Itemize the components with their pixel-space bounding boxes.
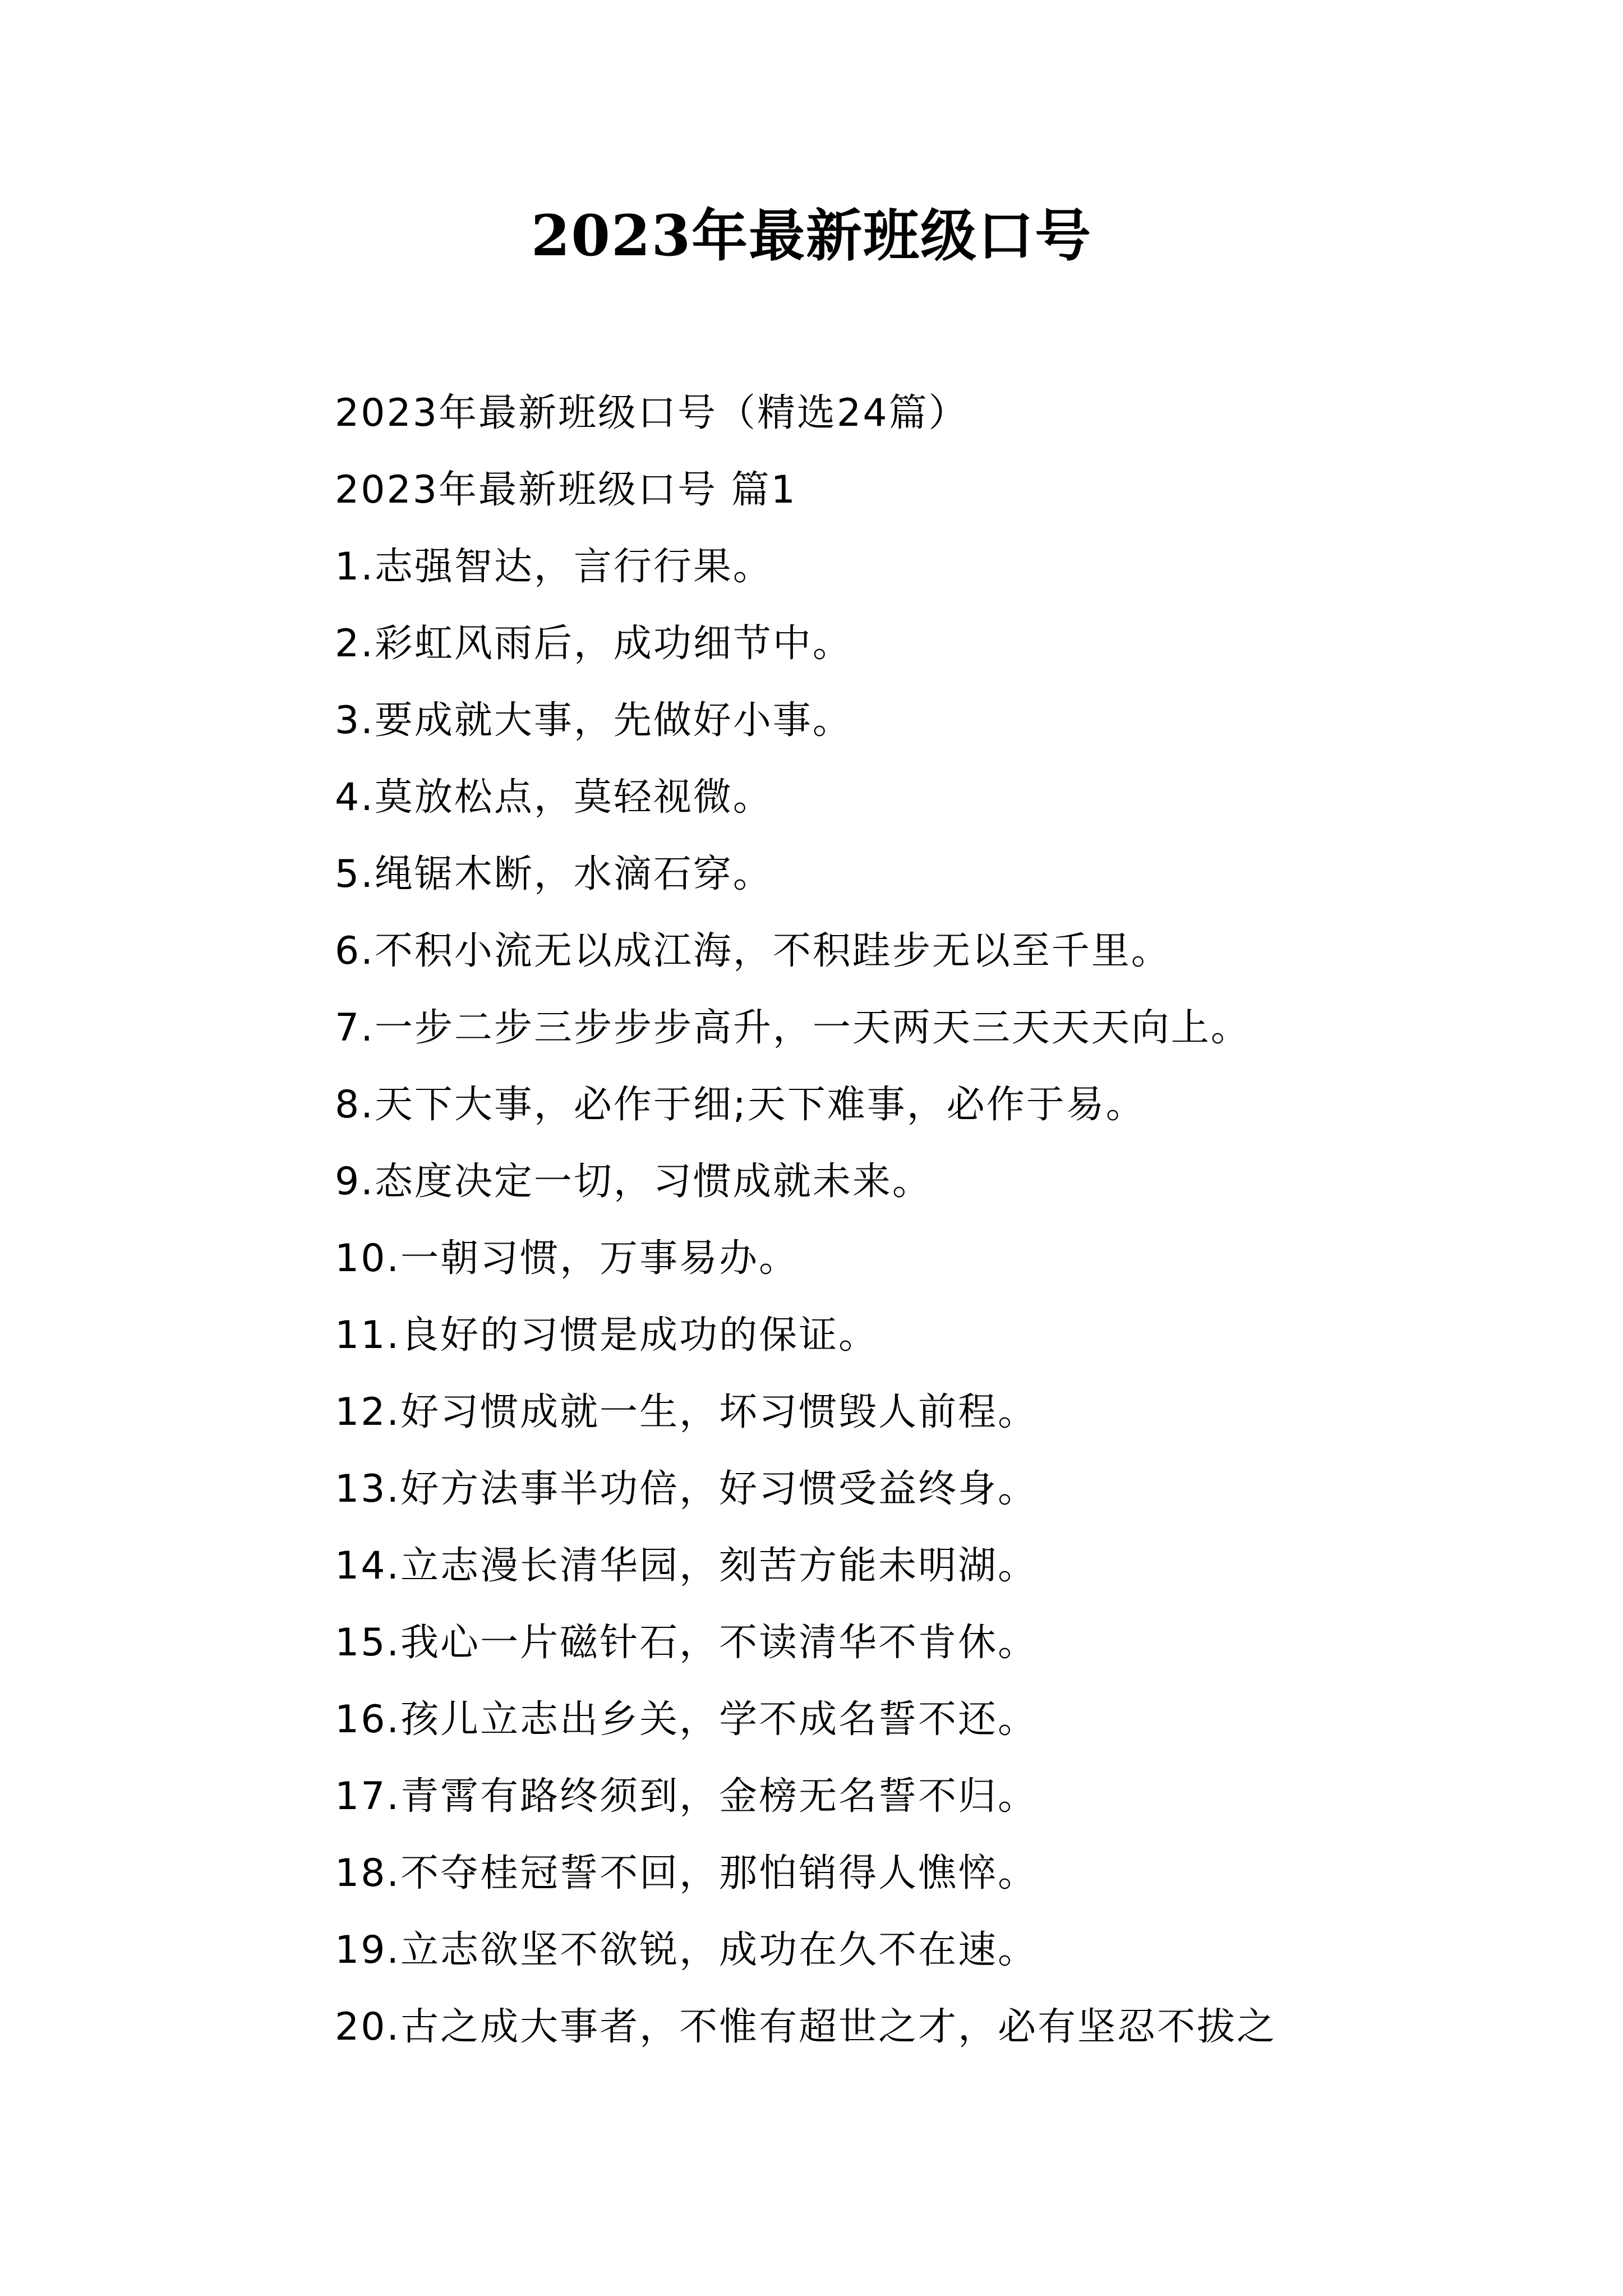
slogan-item: 4.莫放松点，莫轻视微。	[335, 775, 773, 820]
document-title: 2023年最新班级口号	[531, 203, 1092, 269]
slogan-item: 15.我心一片磁针石，不读清华不肯休。	[335, 1621, 1038, 1665]
slogan-item: 2.彩虹风雨后，成功细节中。	[335, 622, 852, 666]
slogan-item: 19.立志欲坚不欲锐，成功在久不在速。	[335, 1928, 1038, 1972]
subtitle-line: 2023年最新班级口号（精选24篇）	[335, 391, 969, 435]
slogan-item: 16.孩儿立志出乡关，学不成名誓不还。	[335, 1697, 1038, 1742]
slogan-item: 12.好习惯成就一生，坏习惯毁人前程。	[335, 1390, 1038, 1434]
slogan-item: 6.不积小流无以成江海，不积跬步无以至千里。	[335, 929, 1171, 973]
section-heading: 2023年最新班级口号 篇1	[335, 468, 797, 512]
slogan-item: 8.天下大事，必作于细;天下难事，必作于易。	[335, 1083, 1146, 1127]
slogan-item: 10.一朝习惯，万事易办。	[335, 1236, 799, 1281]
slogan-item: 7.一步二步三步步步高升，一天两天三天天天向上。	[335, 1006, 1251, 1050]
slogan-item: 11.良好的习惯是成功的保证。	[335, 1313, 879, 1358]
slogan-item: 18.不夺桂冠誓不回，那怕销得人憔悴。	[335, 1851, 1038, 1895]
slogan-item: 13.好方法事半功倍，好习惯受益终身。	[335, 1467, 1038, 1511]
slogan-item: 17.青霄有路终须到，金榜无名誓不归。	[335, 1774, 1038, 1819]
slogan-item: 20.古之成大事者，不惟有超世之才，必有坚忍不拔之	[335, 2005, 1277, 2049]
slogan-item: 5.绳锯木断，水滴石穿。	[335, 852, 773, 896]
slogan-item: 3.要成就大事，先做好小事。	[335, 698, 852, 743]
document-body	[335, 375, 1456, 2065]
slogan-item: 1.志强智达，言行行果。	[335, 545, 773, 589]
slogan-item: 14.立志漫长清华园，刻苦方能未明湖。	[335, 1544, 1038, 1588]
slogan-item: 9.态度决定一切，习惯成就未来。	[335, 1159, 932, 1204]
